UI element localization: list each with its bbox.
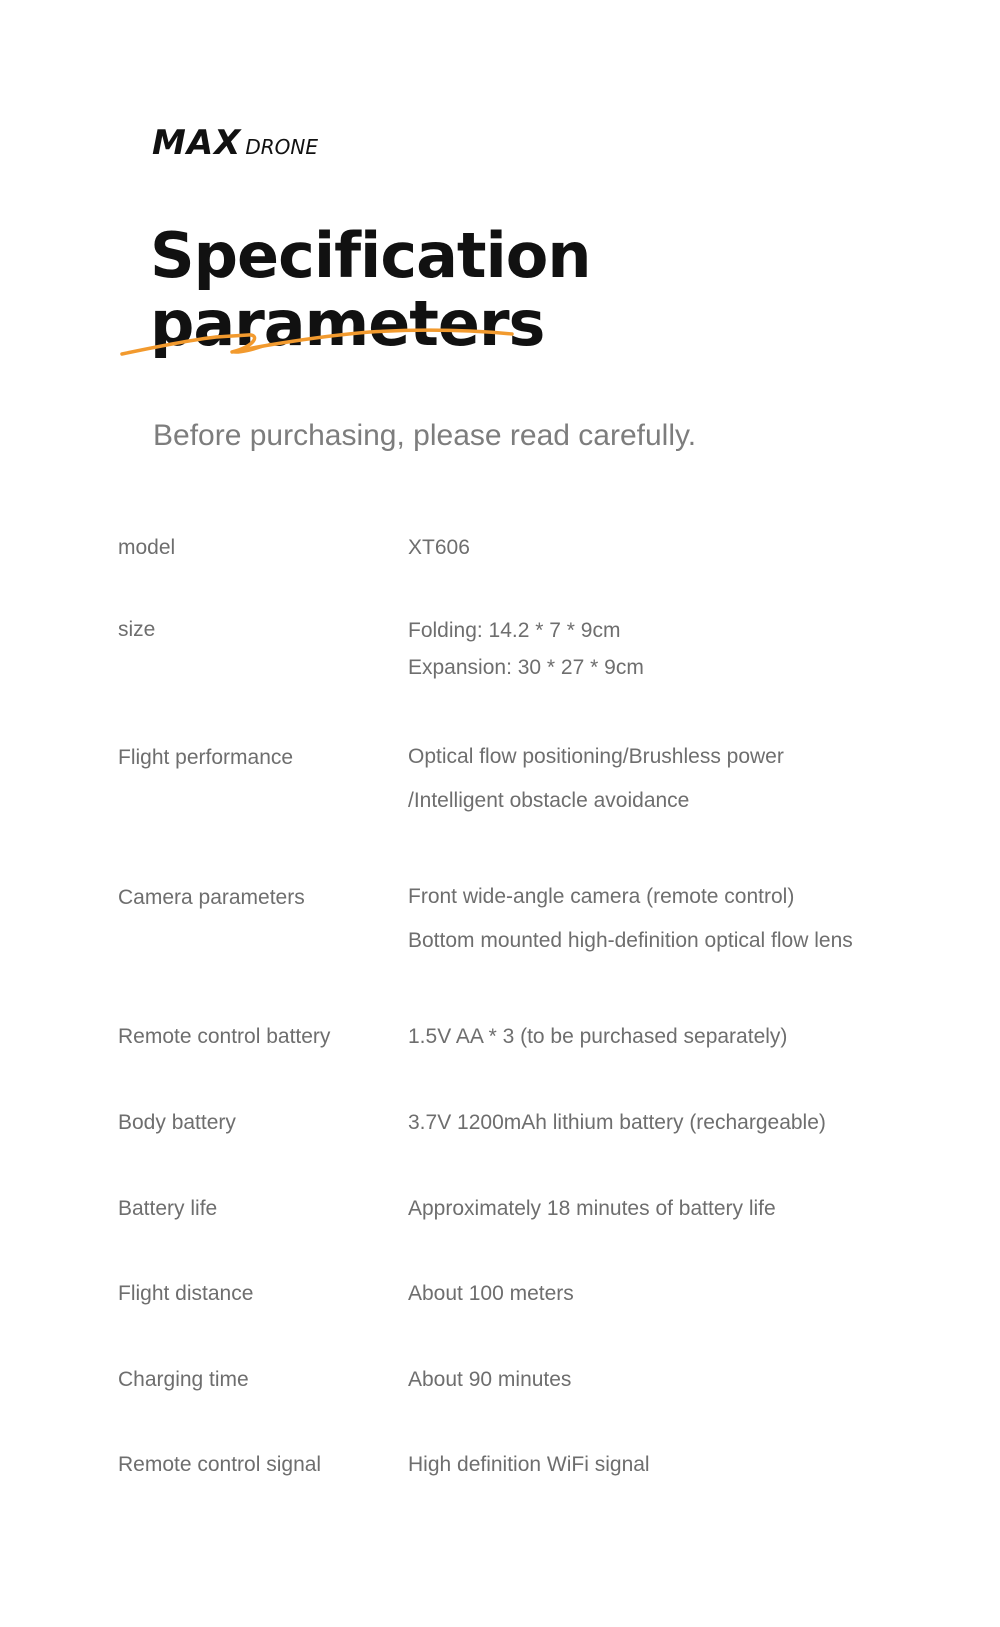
spec-label: model [118, 536, 176, 559]
spec-value [408, 1452, 650, 1478]
spec-value-line: High definition WiFi signal [408, 1453, 650, 1476]
spec-label: Remote control signal [118, 1453, 322, 1476]
spec-value-line: /Intelligent obstacle avoidance [408, 789, 690, 812]
page-subtitle: Before purchasing, please read carefully. [153, 419, 697, 452]
spec-value [408, 735, 784, 823]
spec-value-line: 3.7V 1200mAh lithium battery (rechargeable) [408, 1111, 826, 1134]
spec-label: Camera parameters [118, 886, 305, 909]
spec-label: size [118, 618, 156, 641]
page-title-line-2: parameters [150, 287, 545, 360]
brand-logo-sub: DRONE [245, 135, 319, 159]
spec-value [408, 1110, 826, 1136]
spec-value-line: Optical flow positioning/Brushless power [408, 745, 784, 768]
spec-value-line: Bottom mounted high-definition optical flow lens [408, 929, 853, 952]
spec-value [408, 1281, 574, 1307]
spec-value-line: Approximately 18 minutes of battery life [408, 1197, 776, 1220]
spec-label: Charging time [118, 1368, 249, 1391]
spec-label: Flight performance [118, 746, 294, 769]
page-title-line-1: Specification [150, 219, 591, 292]
spec-value-line: Folding: 14.2 * 7 * 9cm [408, 619, 621, 642]
spec-label: Flight distance [118, 1282, 254, 1305]
spec-label: Battery life [118, 1197, 218, 1220]
spec-value-line: About 100 meters [408, 1282, 574, 1305]
spec-value [408, 612, 644, 686]
spec-label: Body battery [118, 1111, 236, 1134]
spec-value [408, 1024, 787, 1050]
spec-value [408, 535, 470, 561]
spec-value [408, 875, 853, 963]
spec-value-line: 1.5V AA * 3 (to be purchased separately) [408, 1025, 788, 1048]
orange-swoosh-decoration [120, 320, 540, 370]
brand-logo [152, 122, 318, 164]
spec-value [408, 1196, 776, 1222]
spec-value-line: Front wide-angle camera (remote control) [408, 885, 795, 908]
spec-label: Remote control battery [118, 1025, 331, 1048]
spec-value-line: About 90 minutes [408, 1368, 572, 1391]
spec-value-line: Expansion: 30 * 27 * 9cm [408, 656, 644, 679]
spec-value [408, 1367, 571, 1393]
spec-value-line: XT606 [408, 536, 470, 559]
brand-logo-main: MAX [152, 123, 242, 163]
